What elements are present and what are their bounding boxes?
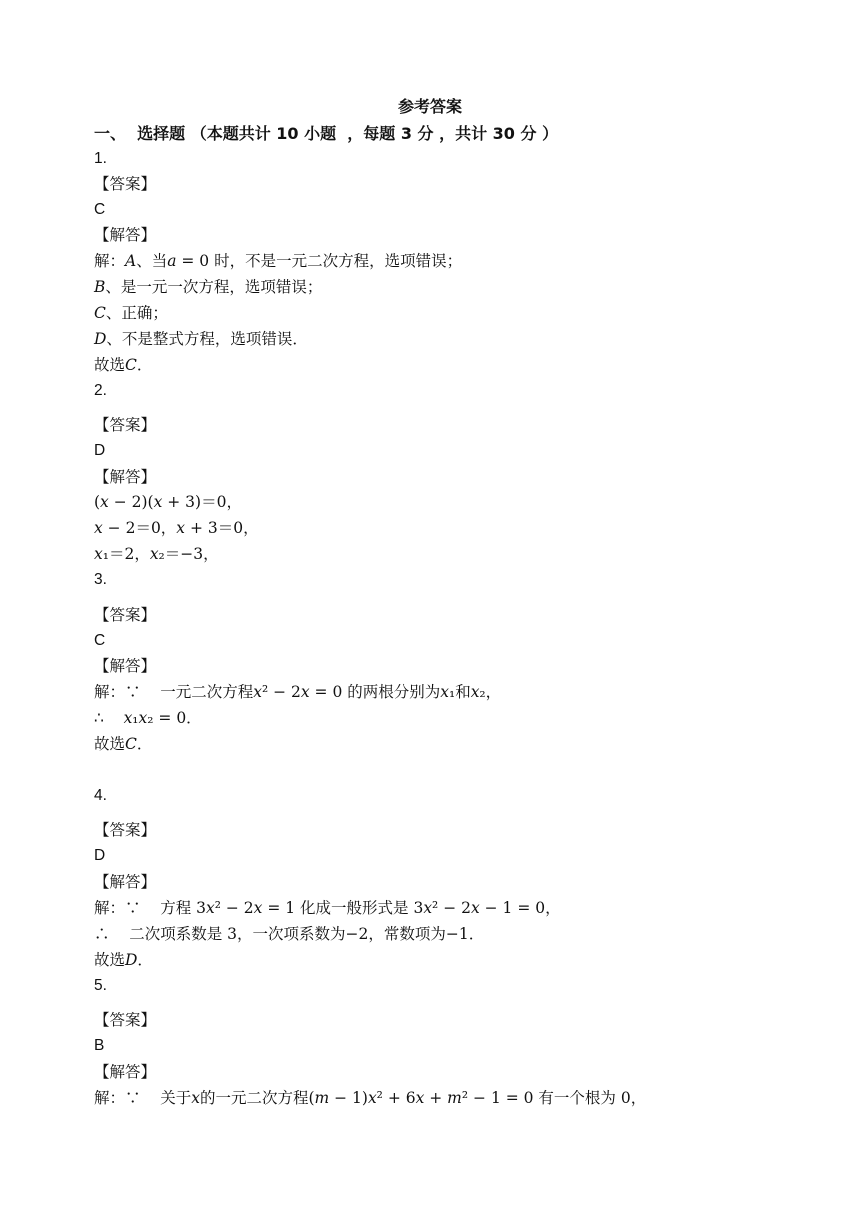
solution-line: 解：∵ 一元二次方程𝑥² − 2𝑥 = 0 的两根分别为𝑥₁和𝑥₂， (94, 683, 502, 701)
solution-line: ∴ 𝑥₁𝑥₂ = 0． (94, 709, 202, 727)
solution-line: 𝐶、正确； (94, 304, 168, 322)
solution-line: 𝑥 − 2＝0，𝑥 + 3＝0， (94, 519, 259, 537)
answer-label: 【答案】 (94, 1011, 157, 1029)
solution-line: 𝐷、不是整式方程，选项错误． (94, 330, 308, 348)
solution-line: 故选𝐷． (94, 951, 153, 969)
solution-line: 解：𝐴、当𝑎 = 0 时，不是一元二次方程，选项错误； (94, 252, 463, 270)
answer-label: 【答案】 (94, 606, 157, 624)
question-number: 4. (94, 787, 107, 804)
answer-choice: C (94, 201, 106, 218)
section-heading: 一、 选择题 （本题共计 10 小题 ，每题 3 分 ，共计 30 分 ） (94, 124, 559, 143)
solution-label: 【解答】 (94, 657, 157, 675)
answer-label: 【答案】 (94, 175, 157, 193)
answer-choice: D (94, 847, 106, 864)
question-number: 3. (94, 571, 107, 588)
page-title: 参考答案 (397, 97, 462, 116)
question-number: 5. (94, 977, 107, 994)
question-number: 1. (94, 150, 107, 167)
solution-line: 故选𝐶． (94, 735, 153, 753)
solution-line: 𝐵、是一元一次方程，选项错误； (94, 278, 323, 296)
solution-line: 𝑥₁＝2，𝑥₂＝−3， (94, 545, 219, 563)
solution-label: 【解答】 (94, 468, 157, 486)
solution-label: 【解答】 (94, 1063, 157, 1081)
answer-choice: B (94, 1037, 105, 1054)
answer-label: 【答案】 (94, 416, 157, 434)
solution-label: 【解答】 (94, 226, 157, 244)
solution-line: 故选𝐶． (94, 356, 153, 374)
solution-line: 解：∵ 关于𝑥的一元二次方程(𝑚 − 1)𝑥² + 6𝑥 + 𝑚² − 1 = 0 有一个根为 0， (94, 1089, 647, 1107)
solution-line: ∴ 二次项系数是 3，一次项系数为−2，常数项为−1． (94, 925, 485, 943)
answer-choice: D (94, 442, 106, 459)
solution-line: (𝑥 − 2)(𝑥 + 3)＝0， (94, 493, 242, 511)
answer-label: 【答案】 (94, 821, 157, 839)
answer-choice: C (94, 632, 106, 649)
solution-label: 【解答】 (94, 873, 157, 891)
solution-line: 解：∵ 方程 3𝑥² − 2𝑥 = 1 化成一般形式是 3𝑥² − 2𝑥 − 1 = 0， (94, 899, 561, 917)
question-number: 2. (94, 382, 107, 399)
